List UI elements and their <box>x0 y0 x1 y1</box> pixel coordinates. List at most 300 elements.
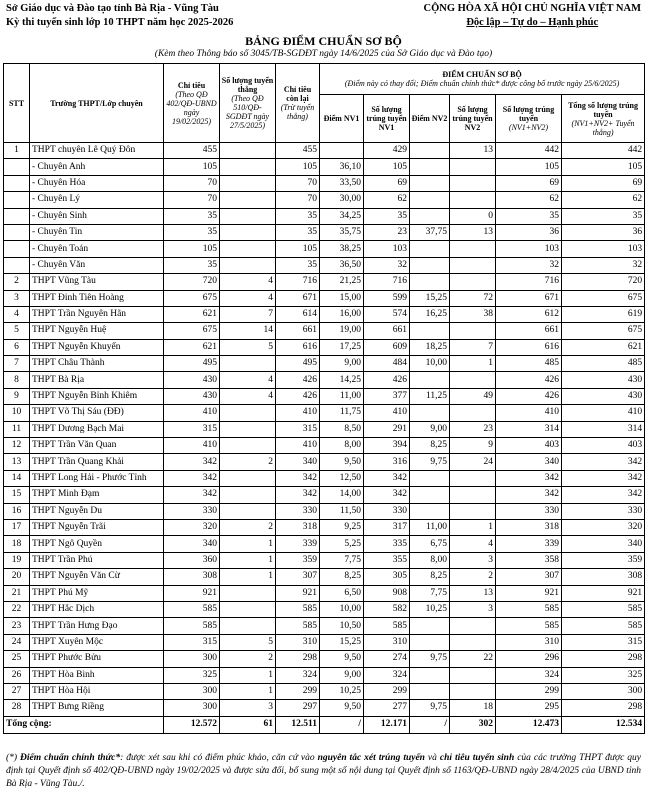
cell-total: 32 <box>562 257 645 273</box>
cell-direct <box>220 143 276 159</box>
cell-sum: 661 <box>496 323 562 339</box>
cell-c2 <box>450 503 496 519</box>
cell-direct <box>220 192 276 208</box>
cell-c2: 9 <box>450 438 496 454</box>
cell-c1: 291 <box>364 421 410 437</box>
cell-direct: 2 <box>220 651 276 667</box>
cell-c1: 32 <box>364 257 410 273</box>
cell-direct <box>220 257 276 273</box>
cell-c1: 330 <box>364 503 410 519</box>
cell-name: THPT Trần Phú <box>30 552 164 568</box>
cell-nv2: 10,25 <box>410 601 450 617</box>
cell-nv1: 36,10 <box>320 159 364 175</box>
cell-nv1: 11,50 <box>320 503 364 519</box>
cell-remain: 70 <box>276 192 320 208</box>
cell-c2: 13 <box>450 224 496 240</box>
totals-direct: 61 <box>220 716 276 733</box>
cell-remain: 330 <box>276 503 320 519</box>
cell-c1: 305 <box>364 569 410 585</box>
totals-remain: 12.511 <box>276 716 320 733</box>
cell-stt <box>4 241 30 257</box>
cell-c2: 24 <box>450 454 496 470</box>
cell-total: 62 <box>562 192 645 208</box>
cell-remain: 299 <box>276 683 320 699</box>
cell-c2: 18 <box>450 700 496 716</box>
cell-direct <box>220 356 276 372</box>
cell-direct <box>220 585 276 601</box>
cell-name: - Chuyên Lý <box>30 192 164 208</box>
cell-quota: 720 <box>164 274 220 290</box>
cell-nv2: 7,75 <box>410 585 450 601</box>
cell-total: 298 <box>562 651 645 667</box>
cell-stt <box>4 159 30 175</box>
cell-c2 <box>450 323 496 339</box>
cell-quota: 342 <box>164 487 220 503</box>
table-row <box>4 159 645 175</box>
table-row <box>4 372 645 388</box>
cell-total: 342 <box>562 470 645 486</box>
cell-c2: 23 <box>450 421 496 437</box>
cell-quota: 105 <box>164 241 220 257</box>
cell-c1: 69 <box>364 175 410 191</box>
cell-total: 69 <box>562 175 645 191</box>
cell-nv2: 9,75 <box>410 454 450 470</box>
cell-nv1: 9,50 <box>320 700 364 716</box>
cell-remain: 70 <box>276 175 320 191</box>
cell-c1: 582 <box>364 601 410 617</box>
cell-c2: 3 <box>450 601 496 617</box>
cell-remain: 297 <box>276 700 320 716</box>
cell-c2 <box>450 192 496 208</box>
cell-sum: 342 <box>496 470 562 486</box>
cell-nv2: 11,00 <box>410 519 450 535</box>
cell-total: 403 <box>562 438 645 454</box>
cell-direct: 7 <box>220 306 276 322</box>
cell-sum: 296 <box>496 651 562 667</box>
cell-nv2 <box>410 192 450 208</box>
cell-nv1: 15,25 <box>320 634 364 650</box>
cell-quota: 70 <box>164 175 220 191</box>
cell-c1: 274 <box>364 651 410 667</box>
table-row <box>4 208 645 224</box>
cell-total: 320 <box>562 519 645 535</box>
cell-quota: 342 <box>164 470 220 486</box>
cell-remain: 716 <box>276 274 320 290</box>
cell-nv1: 10,00 <box>320 601 364 617</box>
cell-total: 300 <box>562 683 645 699</box>
cell-c1: 342 <box>364 470 410 486</box>
col-nv1-count: Số lượng trúng tuyển NV1 <box>364 95 410 143</box>
cell-stt: 5 <box>4 323 30 339</box>
cell-nv2: 37,75 <box>410 224 450 240</box>
cell-name: THPT Nguyễn Trãi <box>30 519 164 535</box>
cell-stt: 12 <box>4 438 30 454</box>
cell-stt: 9 <box>4 388 30 404</box>
cell-total: 675 <box>562 323 645 339</box>
cell-nv2 <box>410 257 450 273</box>
cell-quota: 315 <box>164 421 220 437</box>
cell-sum: 410 <box>496 405 562 421</box>
cell-direct <box>220 224 276 240</box>
cell-nv2: 16,25 <box>410 306 450 322</box>
cell-quota: 675 <box>164 323 220 339</box>
table-row <box>4 601 645 617</box>
cell-c2 <box>450 372 496 388</box>
col-nv1: Điểm NV1 <box>320 95 364 143</box>
cell-nv1: 8,50 <box>320 421 364 437</box>
cell-name: THPT Trần Quang Khải <box>30 454 164 470</box>
cell-name: THPT Nguyễn Du <box>30 503 164 519</box>
cell-total: 675 <box>562 290 645 306</box>
col-nv2-count: Số lượng trúng tuyển NV2 <box>450 95 496 143</box>
cell-stt <box>4 192 30 208</box>
table-header <box>4 64 645 143</box>
cell-c2: 4 <box>450 536 496 552</box>
totals-row <box>4 716 645 733</box>
cell-name: - Chuyên Toán <box>30 241 164 257</box>
table-row <box>4 667 645 683</box>
table-row <box>4 569 645 585</box>
cell-stt: 24 <box>4 634 30 650</box>
cell-name: THPT Minh Đạm <box>30 487 164 503</box>
cell-nv1: 10,50 <box>320 618 364 634</box>
cell-sum: 310 <box>496 634 562 650</box>
cell-nv2: 9,75 <box>410 700 450 716</box>
cell-name: - Chuyên Anh <box>30 159 164 175</box>
cell-stt: 27 <box>4 683 30 699</box>
cell-stt: 7 <box>4 356 30 372</box>
cell-total: 430 <box>562 372 645 388</box>
cell-nv1: 34,25 <box>320 208 364 224</box>
cell-nv2 <box>410 470 450 486</box>
col-total-count: Số lượng trúng tuyển (NV1+NV2) <box>496 95 562 143</box>
cell-c1: 484 <box>364 356 410 372</box>
cell-direct <box>220 421 276 437</box>
cell-name: - Chuyên Hóa <box>30 175 164 191</box>
cell-nv2 <box>410 175 450 191</box>
table-row <box>4 519 645 535</box>
cell-name: THPT Ngô Quyền <box>30 536 164 552</box>
cell-direct: 4 <box>220 290 276 306</box>
cell-stt: 17 <box>4 519 30 535</box>
cell-nv1: 12,50 <box>320 470 364 486</box>
totals-quota: 12.572 <box>164 716 220 733</box>
cell-quota: 585 <box>164 618 220 634</box>
cell-c1: 105 <box>364 159 410 175</box>
cell-c1: 299 <box>364 683 410 699</box>
cell-remain: 585 <box>276 601 320 617</box>
cell-direct: 2 <box>220 454 276 470</box>
cell-nv1: 33,50 <box>320 175 364 191</box>
cell-nv2 <box>410 208 450 224</box>
cell-nv2: 8,25 <box>410 569 450 585</box>
totals-label: Tổng cộng: <box>4 716 164 733</box>
cell-nv2 <box>410 667 450 683</box>
cell-direct: 2 <box>220 519 276 535</box>
cell-sum: 485 <box>496 356 562 372</box>
cell-nv1: 9,00 <box>320 356 364 372</box>
cell-total: 359 <box>562 552 645 568</box>
cell-sum: 426 <box>496 372 562 388</box>
cell-sum: 103 <box>496 241 562 257</box>
cell-quota: 315 <box>164 634 220 650</box>
table-row <box>4 388 645 404</box>
cell-c2: 13 <box>450 585 496 601</box>
cell-total: 103 <box>562 241 645 257</box>
cell-remain: 298 <box>276 651 320 667</box>
cell-nv1: 6,50 <box>320 585 364 601</box>
table-row <box>4 143 645 159</box>
cell-nv2 <box>410 683 450 699</box>
col-nv2: Điểm NV2 <box>410 95 450 143</box>
table-row <box>4 339 645 355</box>
cell-sum: 358 <box>496 552 562 568</box>
cell-quota: 455 <box>164 143 220 159</box>
cell-c2 <box>450 241 496 257</box>
table-row <box>4 175 645 191</box>
cell-nv2 <box>410 618 450 634</box>
cell-total: 585 <box>562 618 645 634</box>
cell-nv1: 16,00 <box>320 306 364 322</box>
cell-c2 <box>450 487 496 503</box>
cell-name: THPT Trần Hưng Đạo <box>30 618 164 634</box>
exam-name: Kỳ thi tuyển sinh lớp 10 THPT năm học 2025-2026 <box>6 17 234 28</box>
table-row <box>4 552 645 568</box>
cell-name: THPT Hòa Bình <box>30 667 164 683</box>
cell-remain: 339 <box>276 536 320 552</box>
cell-name: - Chuyên Sinh <box>30 208 164 224</box>
cell-stt: 21 <box>4 585 30 601</box>
cell-direct: 4 <box>220 274 276 290</box>
cell-quota: 325 <box>164 667 220 683</box>
cell-name: THPT Bưng Riềng <box>30 700 164 716</box>
cell-stt: 3 <box>4 290 30 306</box>
cell-stt: 2 <box>4 274 30 290</box>
cell-direct <box>220 208 276 224</box>
cell-stt <box>4 224 30 240</box>
cell-total: 36 <box>562 224 645 240</box>
cell-stt: 20 <box>4 569 30 585</box>
cell-total: 619 <box>562 306 645 322</box>
cell-c1: 316 <box>364 454 410 470</box>
cell-quota: 330 <box>164 503 220 519</box>
cell-nv2 <box>410 405 450 421</box>
cell-name: - Chuyên Tin <box>30 224 164 240</box>
col-stt: STT <box>4 64 30 143</box>
cell-quota: 105 <box>164 159 220 175</box>
cell-nv1: 10,25 <box>320 683 364 699</box>
cell-remain: 455 <box>276 143 320 159</box>
cell-stt <box>4 257 30 273</box>
cell-nv1: 11,75 <box>320 405 364 421</box>
cell-name: THPT Xuyên Mộc <box>30 634 164 650</box>
cell-stt: 4 <box>4 306 30 322</box>
cell-direct: 1 <box>220 536 276 552</box>
cell-total: 430 <box>562 388 645 404</box>
cell-sum: 339 <box>496 536 562 552</box>
cell-nv1: 14,00 <box>320 487 364 503</box>
cell-c1: 426 <box>364 372 410 388</box>
country-name: CỘNG HÒA XÃ HỘI CHỦ NGHĨA VIỆT NAM <box>423 3 641 14</box>
cell-nv2: 6,75 <box>410 536 450 552</box>
issuer-name: Sở Giáo dục và Đào tạo tỉnh Bà Rịa - Vũng Tàu <box>6 3 219 14</box>
page-subtitle: (Kèm theo Thông báo số 3045/TB-SGDĐT ngày 14/6/2025 của Sở Giáo dục và Đào tạo) <box>154 49 493 59</box>
table-row <box>4 405 645 421</box>
cell-remain: 671 <box>276 290 320 306</box>
cell-sum: 324 <box>496 667 562 683</box>
cell-nv1: 7,75 <box>320 552 364 568</box>
cell-c2: 0 <box>450 208 496 224</box>
table-row <box>4 700 645 716</box>
cell-direct: 5 <box>220 634 276 650</box>
cell-c2 <box>450 159 496 175</box>
cell-quota: 300 <box>164 700 220 716</box>
cell-sum: 299 <box>496 683 562 699</box>
cell-total: 315 <box>562 634 645 650</box>
cell-direct: 4 <box>220 372 276 388</box>
cell-nv2: 10,00 <box>410 356 450 372</box>
col-remain: Chỉ tiêu còn lại (Trừ tuyển thẳng) <box>276 64 320 143</box>
totals-nv2: / <box>410 716 450 733</box>
cell-nv1 <box>320 143 364 159</box>
cell-remain: 35 <box>276 224 320 240</box>
cell-quota: 675 <box>164 290 220 306</box>
cell-name: THPT Bà Rịa <box>30 372 164 388</box>
cell-stt: 8 <box>4 372 30 388</box>
cell-c1: 335 <box>364 536 410 552</box>
cell-stt: 10 <box>4 405 30 421</box>
cell-c1: 716 <box>364 274 410 290</box>
motto: Độc lập – Tự do – Hạnh phúc <box>466 17 599 28</box>
cell-nv1: 21,25 <box>320 274 364 290</box>
table-row <box>4 438 645 454</box>
cell-c2 <box>450 274 496 290</box>
cell-remain: 105 <box>276 241 320 257</box>
table-row <box>4 618 645 634</box>
cell-sum: 318 <box>496 519 562 535</box>
cell-sum: 35 <box>496 208 562 224</box>
cell-total: 298 <box>562 700 645 716</box>
cell-nv1: 8,00 <box>320 438 364 454</box>
cell-name: THPT Vũng Tàu <box>30 274 164 290</box>
col-school: Trường THPT/Lớp chuyên <box>30 64 164 143</box>
cell-c1: 585 <box>364 618 410 634</box>
cell-nv1: 19,00 <box>320 323 364 339</box>
cell-nv1: 35,75 <box>320 224 364 240</box>
cell-remain: 426 <box>276 372 320 388</box>
cell-quota: 340 <box>164 536 220 552</box>
cell-c2: 49 <box>450 388 496 404</box>
cell-nv2 <box>410 634 450 650</box>
cell-stt <box>4 175 30 191</box>
cell-total: 485 <box>562 356 645 372</box>
cell-nv1: 14,25 <box>320 372 364 388</box>
table-row <box>4 257 645 273</box>
cell-stt: 23 <box>4 618 30 634</box>
cell-direct <box>220 618 276 634</box>
cell-remain: 661 <box>276 323 320 339</box>
cell-nv1: 9,00 <box>320 667 364 683</box>
cell-name: THPT Châu Thành <box>30 356 164 372</box>
totals-sum: 12.473 <box>496 716 562 733</box>
cell-total: 325 <box>562 667 645 683</box>
cell-remain: 340 <box>276 454 320 470</box>
cell-quota: 410 <box>164 405 220 421</box>
cell-quota: 360 <box>164 552 220 568</box>
cell-c2 <box>450 634 496 650</box>
cell-c1: 62 <box>364 192 410 208</box>
cell-total: 35 <box>562 208 645 224</box>
cell-quota: 585 <box>164 601 220 617</box>
cell-nv1: 36,50 <box>320 257 364 273</box>
cell-remain: 324 <box>276 667 320 683</box>
cell-sum: 671 <box>496 290 562 306</box>
cell-sum: 36 <box>496 224 562 240</box>
cell-quota: 300 <box>164 651 220 667</box>
cell-quota: 320 <box>164 519 220 535</box>
cell-stt <box>4 208 30 224</box>
cell-total: 585 <box>562 601 645 617</box>
cell-name: THPT Nguyễn Văn Cừ <box>30 569 164 585</box>
cell-c2 <box>450 667 496 683</box>
cell-c2: 2 <box>450 569 496 585</box>
cell-nv2 <box>410 143 450 159</box>
cell-nv1: 30,00 <box>320 192 364 208</box>
totals-nv1: / <box>320 716 364 733</box>
cell-c1: 103 <box>364 241 410 257</box>
national-motto-block <box>423 2 641 30</box>
cell-remain: 359 <box>276 552 320 568</box>
cell-remain: 307 <box>276 569 320 585</box>
cell-sum: 585 <box>496 618 562 634</box>
cell-quota: 342 <box>164 454 220 470</box>
cell-total: 314 <box>562 421 645 437</box>
cell-c1: 609 <box>364 339 410 355</box>
cell-remain: 105 <box>276 159 320 175</box>
cell-nv1: 9,25 <box>320 519 364 535</box>
page-title: BẢNG ĐIỂM CHUẨN SƠ BỘ <box>245 34 402 48</box>
cell-name: THPT Trần Nguyên Hãn <box>30 306 164 322</box>
table-row <box>4 503 645 519</box>
cell-remain: 616 <box>276 339 320 355</box>
cell-c1: 429 <box>364 143 410 159</box>
cell-direct: 1 <box>220 569 276 585</box>
cell-direct: 4 <box>220 388 276 404</box>
cell-direct <box>220 487 276 503</box>
cell-c1: 410 <box>364 405 410 421</box>
cell-quota: 308 <box>164 569 220 585</box>
cell-c2: 3 <box>450 552 496 568</box>
footnote: (*) Điểm chuẩn chính thức*: được xét sau khi có điểm phúc khảo, căn cứ vào nguyên tắc xét trúng tuyển và chỉ tiêu tuyển sinh của các trường THPT được quy định tại Quyết định số 402/QĐ-UBND ngày 19/02/2025 và được sửa đổi, bổ sung một số nội dung tại Quyết định số 1163/QĐ-UBND ngày 28/4/2025 của UBND tỉnh Bà Rịa - Vũng Tàu./. <box>6 753 642 789</box>
cell-stt: 22 <box>4 601 30 617</box>
cell-quota: 495 <box>164 356 220 372</box>
cell-remain: 35 <box>276 257 320 273</box>
cell-quota: 300 <box>164 683 220 699</box>
cell-stt: 26 <box>4 667 30 683</box>
cell-nv2 <box>410 159 450 175</box>
cell-quota: 70 <box>164 192 220 208</box>
cell-sum: 585 <box>496 601 562 617</box>
cell-name: - Chuyên Văn <box>30 257 164 273</box>
cell-name: THPT Nguyễn Huệ <box>30 323 164 339</box>
cell-c1: 310 <box>364 634 410 650</box>
cell-total: 410 <box>562 405 645 421</box>
table-row <box>4 634 645 650</box>
table-row <box>4 306 645 322</box>
cell-sum: 32 <box>496 257 562 273</box>
cell-c2: 22 <box>450 651 496 667</box>
cell-name: THPT Đinh Tiên Hoàng <box>30 290 164 306</box>
